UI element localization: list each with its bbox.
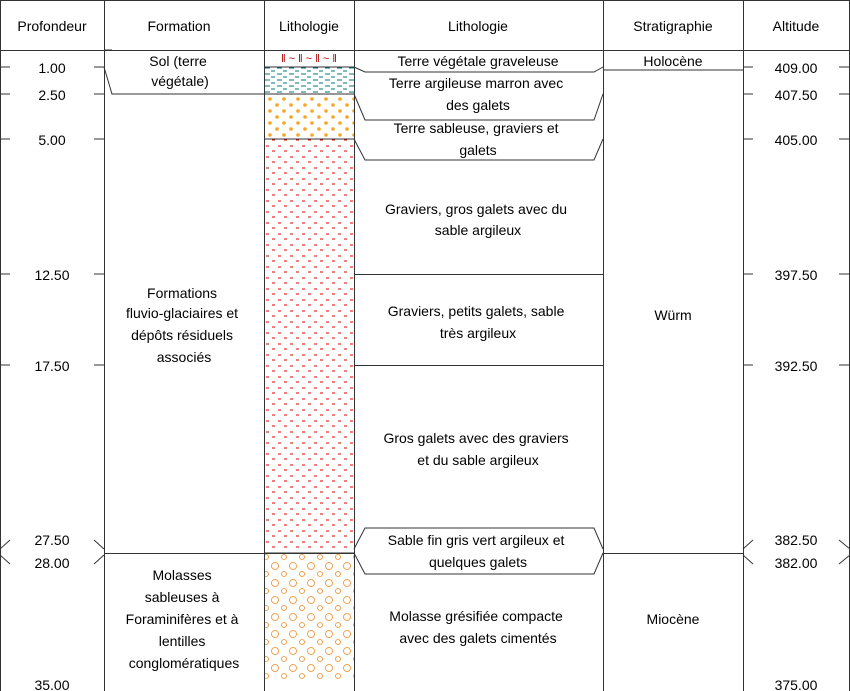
- depth-label: 27.50: [34, 532, 70, 548]
- formation-column: [126, 53, 243, 671]
- depth-label: 12.50: [34, 267, 70, 283]
- altitude-scale: [775, 60, 818, 691]
- altitude-label: 397.50: [774, 267, 818, 283]
- depth-label: 2.50: [38, 87, 66, 103]
- sand-layer-pattern: [264, 94, 354, 139]
- formation-soil: Sol (terre végétale): [149, 53, 209, 89]
- formation-molasse: Molasses sableuses à Foraminifères et à lentilles conglomératiques: [125, 567, 240, 671]
- depth-scale: [34, 60, 69, 691]
- lithology-desc-large-pebbles: Gros galets avec des graviers et du sable argileux: [383, 430, 569, 468]
- depth-label: 28.00: [34, 555, 70, 571]
- header-depth: Profondeur: [17, 18, 87, 34]
- gravel-layer-pattern: [264, 139, 354, 553]
- altitude-label: 405.00: [774, 132, 818, 148]
- stratigraphy-holocene: Holocène: [643, 53, 703, 69]
- lithology-desc-clay: Terre argileuse marron avec des galets: [388, 75, 564, 113]
- lithology-descriptions: [383, 53, 572, 646]
- header-stratigraphy: Stratigraphie: [633, 18, 713, 34]
- altitude-label: 407.50: [774, 87, 818, 103]
- clay-layer-pattern: [264, 67, 354, 94]
- lithology-desc-molasse: Molasse grésifiée compacte avec des galets cimentés: [389, 608, 563, 646]
- header-lithology-pattern: Lithologie: [279, 18, 339, 34]
- lithology-column: [264, 50, 354, 681]
- header-lithology-description: Lithologie: [448, 18, 508, 34]
- lithology-desc-fine-sand: Sable fin gris vert argileux et quelques galets: [387, 532, 565, 570]
- depth-label: 35.00: [34, 677, 70, 691]
- lithology-desc-soil: Terre végétale graveleuse: [397, 53, 559, 69]
- header-row: [17, 18, 819, 34]
- altitude-label: 392.50: [774, 358, 818, 374]
- depth-label: 17.50: [34, 358, 70, 374]
- lithology-desc-coarse-gravel: Graviers, gros galets avec du sable argileux: [385, 201, 568, 238]
- altitude-label: 382.00: [774, 555, 818, 571]
- stratigraphy-miocene: Miocène: [646, 611, 700, 627]
- molasse-layer-pattern: [264, 553, 354, 681]
- formation-fluvio-glacial: Formations fluvio-glaciaires et dépôts résiduels associés: [126, 285, 239, 365]
- lithology-desc-sand: Terre sableuse, graviers et galets: [393, 120, 559, 158]
- stratigraphy-wurm: Würm: [654, 307, 692, 323]
- altitude-label: 409.00: [774, 60, 818, 76]
- depth-label: 5.00: [38, 132, 66, 148]
- depth-label: 1.00: [38, 60, 66, 76]
- altitude-label: 375.00: [774, 677, 818, 691]
- soil-layer-symbols: ‖ ~ ‖ ~ ‖ ~ ‖: [281, 53, 337, 65]
- stratigraphy-column: [643, 53, 702, 627]
- altitude-label: 382.50: [774, 532, 818, 548]
- header-altitude: Altitude: [772, 18, 820, 34]
- header-formation: Formation: [147, 18, 211, 34]
- lithology-desc-fine-gravel: Graviers, petits galets, sable très argileux: [387, 303, 565, 341]
